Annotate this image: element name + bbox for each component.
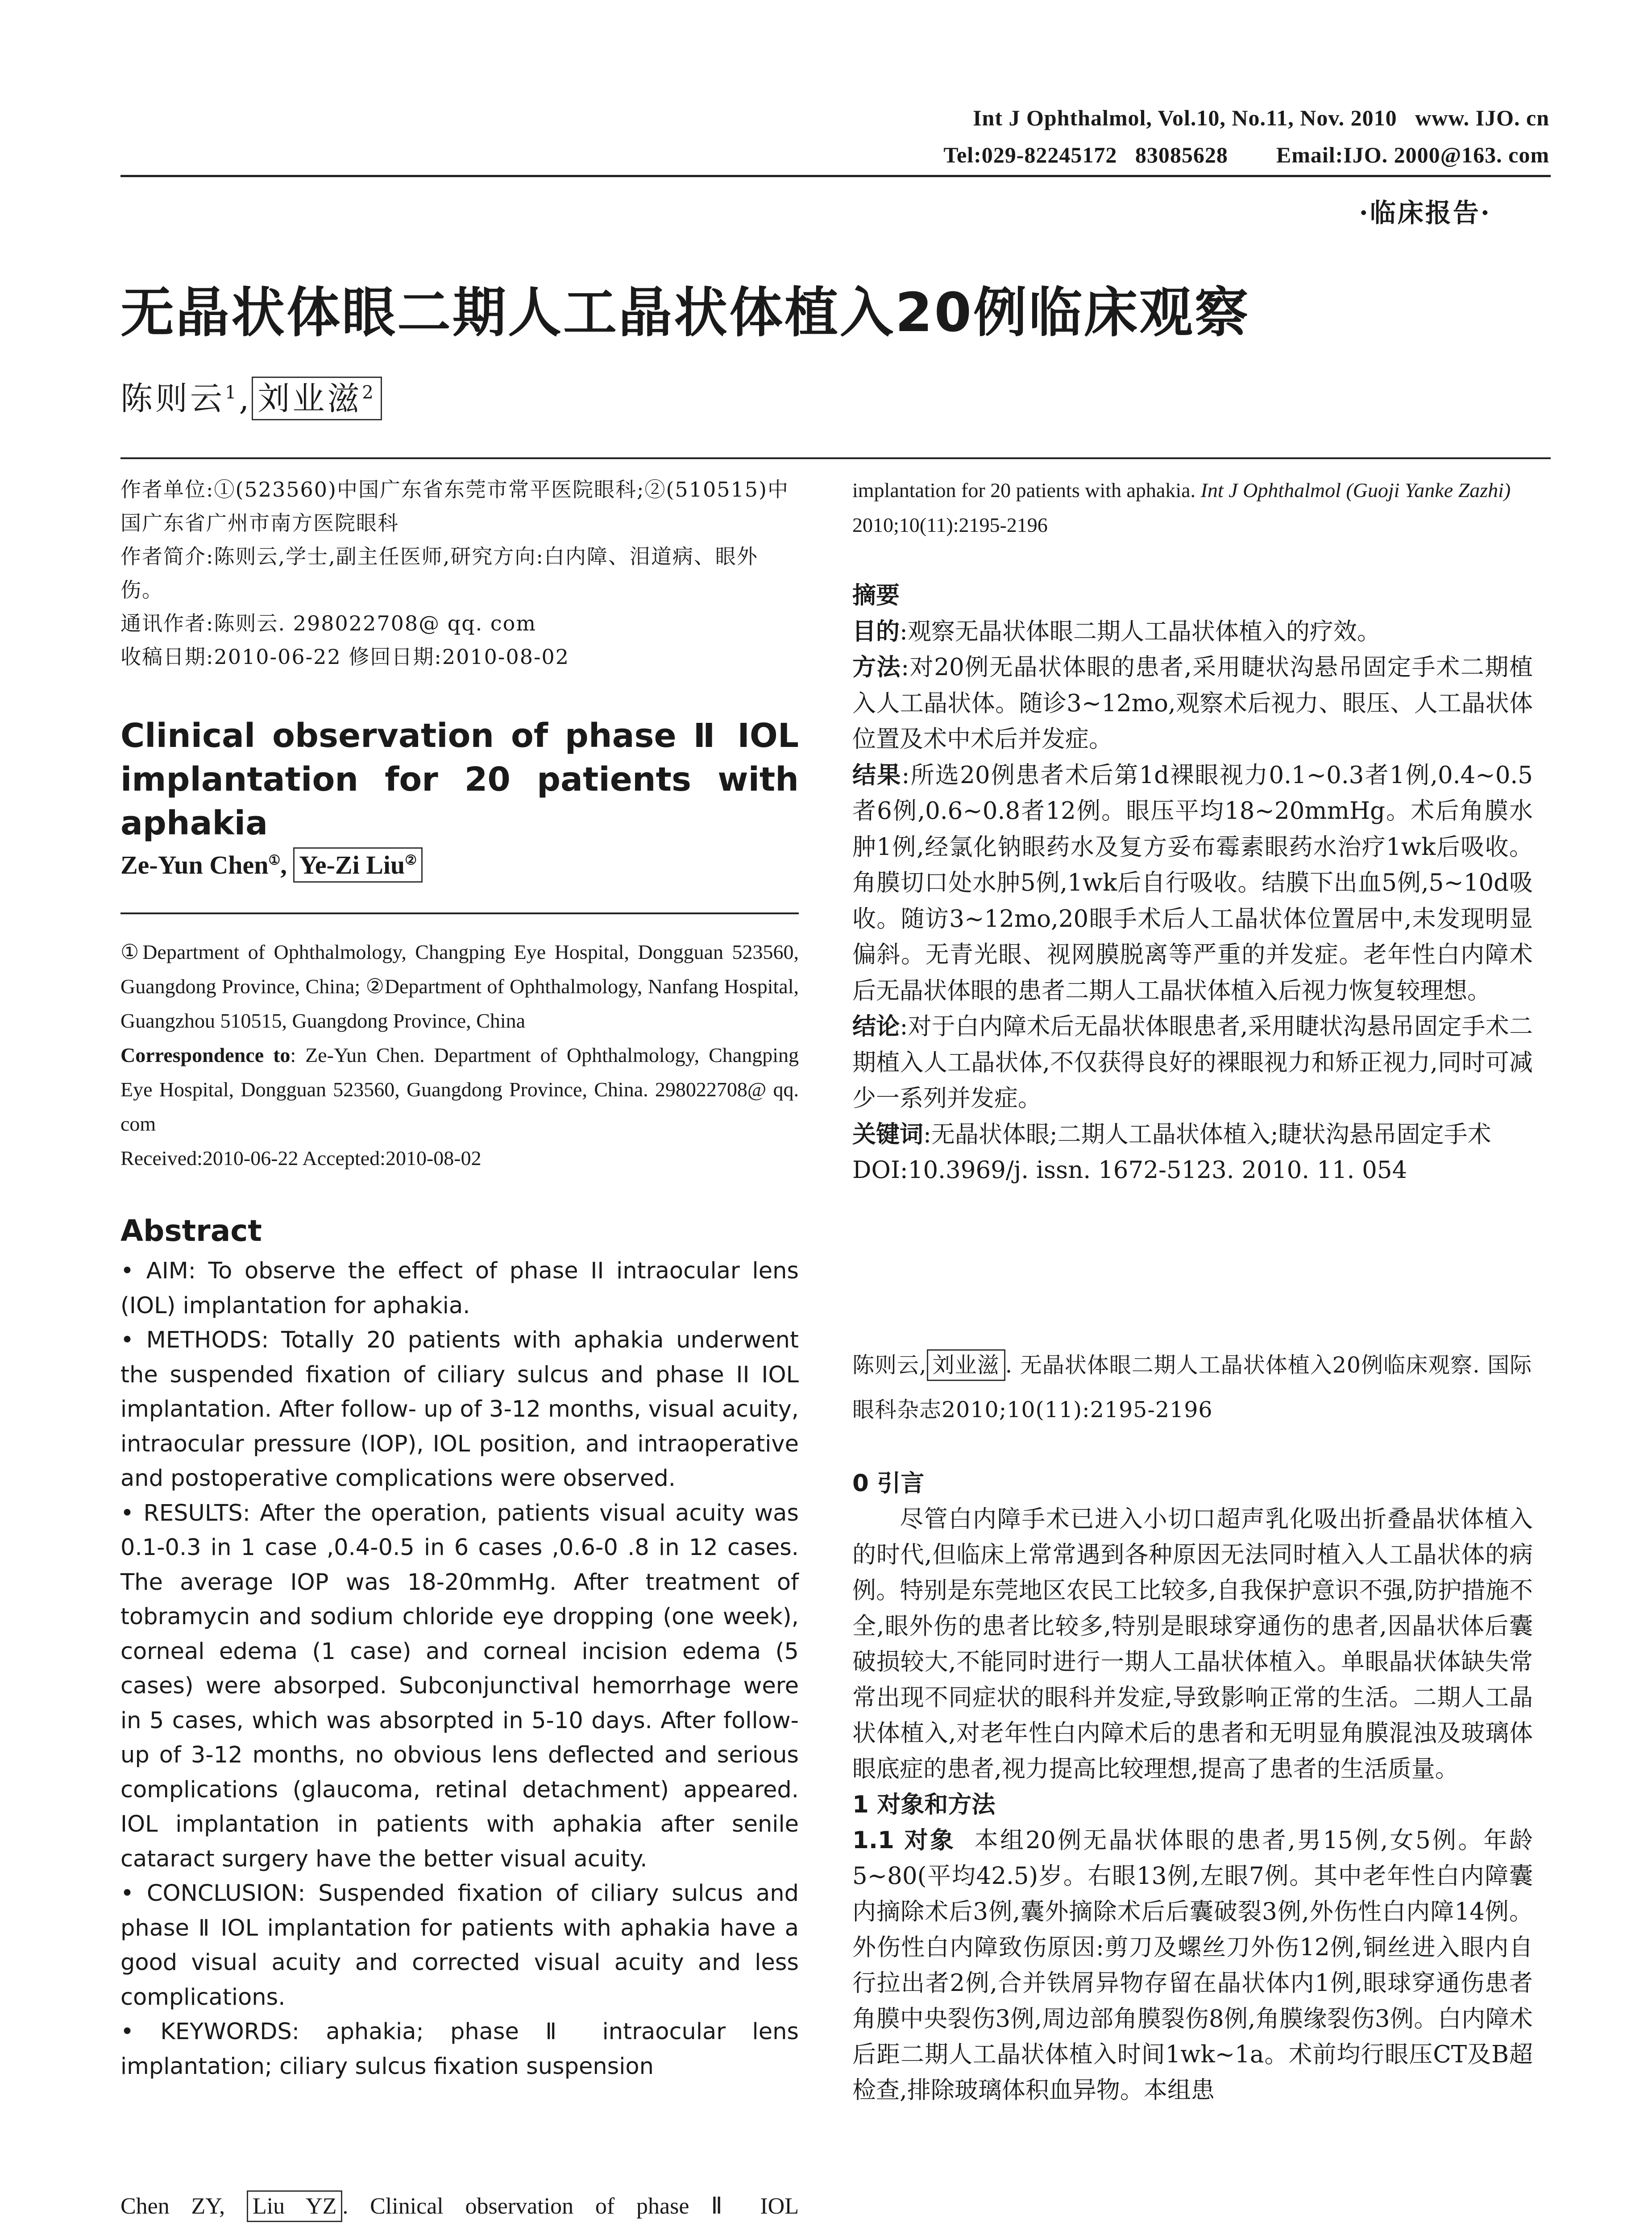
- abstract-heading-cn: 摘要: [852, 582, 900, 609]
- citation-cn-boxed-author: 刘业滋: [927, 1349, 1005, 1381]
- author2-cn: 刘业滋: [257, 380, 362, 417]
- citation-cn-pre: 陈则云,: [852, 1352, 927, 1378]
- dates-en: Received:2010-06-22 Accepted:2010-08-02: [120, 1147, 481, 1169]
- correspondence-en: : Ze-Yun Chen. Department of Ophthalmology, Changping Eye Hospital, Dongguan 523560, Guangdong Province, China. 298022708@ qq. com: [120, 1044, 799, 1135]
- section-tag: ·临床报告·: [1359, 198, 1491, 228]
- author1-en: Ze-Yun Chen: [120, 850, 269, 879]
- author2-en-mark: ②: [405, 853, 417, 868]
- citation-en-post: . Clinical observation of phase Ⅱ IOL: [342, 2194, 799, 2219]
- affiliation-en-block: [120, 935, 799, 1175]
- author2-en: Ye-Zi Liu: [299, 850, 405, 879]
- citation-en-line: implantation for 20 patients with aphakia.: [852, 479, 1196, 502]
- affiliation-cn: 作者单位:①(523560)中国广东省东莞市常平医院眼科;②(510515)中国广东省广州市南方医院眼科: [120, 477, 789, 535]
- header-rule: [120, 175, 1551, 177]
- citation-en-journal: Int J Ophthalmol (Guoji Yanke Zazhi): [1200, 479, 1511, 502]
- method-label-cn: 方法: [852, 654, 901, 681]
- abstract-heading-en: Abstract: [120, 1214, 262, 1248]
- journal-contact-header: Tel:029-82245172 83085628 Email:IJO. 2000@163. com: [943, 142, 1549, 167]
- dates-cn: 收稿日期:2010-06-22 修回日期:2010-08-02: [120, 645, 570, 669]
- author2-cn-boxed: [252, 377, 382, 420]
- citation-en-start: [120, 2189, 799, 2224]
- conclusion-label-cn: 结论: [852, 1013, 900, 1040]
- author2-en-boxed: [293, 847, 423, 883]
- abstract-en: [120, 1254, 799, 2084]
- author1-cn: 陈则云: [120, 380, 225, 417]
- aim-cn: :观察无晶状体眼二期人工晶状体植入的疗效。: [900, 618, 1381, 645]
- correspondence-cn: 通讯作者:陈则云. 298022708@ qq. com: [120, 611, 536, 635]
- doi: DOI:10.3969/j. issn. 1672-5123. 2010. 11. 054: [852, 1157, 1407, 1184]
- citation-en-pre: Chen ZY,: [120, 2194, 225, 2219]
- affiliation-en: ①Department of Ophthalmology, Changping Eye Hospital, Dongguan 523560, Guangdong Province, China; ②Department of Ophthalmology, Nanfang Hospital, Guangzhou 510515, Guangdong Province, China: [120, 941, 799, 1032]
- author2-sup: 2: [362, 382, 376, 403]
- title-rule: [120, 457, 1551, 459]
- paragraph-subjects: 本组20例无晶状体眼的患者,男15例,女5例。年龄5~80(平均42.5)岁。右眼13例,左眼7例。其中老年性白内障囊内摘除术后3例,囊外摘除术后后囊破裂3例,外伤性白内障14例。外伤性白内障致伤原因:剪刀及螺丝刀外伤12例,铜丝进入眼内自行拉出者2例,合并铁屑异物存留在晶状体内1例,眼球穿通伤患者角膜中央裂伤3例,周边部角膜裂伤8例,角膜缘裂伤3例。白内障术后距二期人工晶状体植入时间1wk~1a。术前均行眼压CT及B超检查,排除玻璃体积血异物。本组患: [852, 1827, 1533, 2104]
- body-text-cn: [852, 1466, 1533, 2108]
- author1-sup: 1: [225, 382, 239, 403]
- authors-en: [120, 850, 423, 880]
- author-rule-en: [120, 912, 799, 914]
- section-heading-methods: 1 对象和方法: [852, 1791, 996, 1818]
- article-title-en: Clinical observation of phase Ⅱ IOL implantation for 20 patients with aphakia: [120, 717, 799, 842]
- citation-en-boxed-author: Liu YZ: [247, 2190, 342, 2222]
- correspondence-label-en: Correspondence to: [120, 1044, 291, 1066]
- subsection-heading-subjects: 1.1 对象: [852, 1827, 956, 1854]
- abstract-results-en: • RESULTS: After the operation, patients visual acuity was 0.1-0.3 in 1 case ,0.4-0.5 in 6 cases ,0.6-0 .8 in 12 cases. The average IOP was 18-20mmHg. After treatment of tobramycin and sodium chloride eye dropping (one week), corneal edema (1 case) and corneal incision edema (5 cases) were absorped. Subconjunctival hemorrhage were in 5 cases, which was absorpted in 5-10 days. After follow-up of 3-12 months, no obvious lens deflected and serious complications (glaucoma, retinal detachment) appeared. IOL implantation in patients with aphakia after senile cataract surgery have the better visual acuity.: [120, 1500, 799, 1872]
- article-title-cn: 无晶状体眼二期人工晶状体植入20例临床观察: [120, 282, 1250, 344]
- author-separator: ,: [239, 380, 252, 417]
- abstract-keywords-en: • KEYWORDS: aphakia; phase Ⅱ intraocular lens implantation; ciliary sulcus fixation suspension: [120, 2019, 799, 2080]
- section-heading-intro: 0 引言: [852, 1470, 925, 1497]
- paragraph-intro: 尽管白内障手术已进入小切口超声乳化吸出折叠晶状体植入的时代,但临床上常常遇到各种原因无法同时植入人工晶状体的病例。特别是东莞地区农民工比较多,自我保护意识不强,防护措施不全,眼外伤的患者比较多,特别是眼球穿通伤的患者,因晶状体后囊破损较大,不能同时进行一期人工晶状体植入。单眼晶状体缺失常常出现不同症状的眼科并发症,导致影响正常的生活。二期人工晶状体植入,对老年性白内障术后的患者和无明显角膜混浊及玻璃体眼底症的患者,视力提高比较理想,提高了患者的生活质量。: [852, 1505, 1533, 1783]
- abstract-conclusion-en: • CONCLUSION: Suspended fixation of ciliary sulcus and phase Ⅱ IOL implantation for patients with aphakia have a good visual acuity and corrected visual acuity and less complications.: [120, 1880, 799, 2011]
- authors-cn: [120, 373, 382, 419]
- citation-cn: [852, 1343, 1533, 1432]
- author1-en-mark: ①: [268, 853, 281, 868]
- result-cn: :所选20例患者术后第1d裸眼视力0.1~0.3者1例,0.4~0.5者6例,0.6~0.8者12例。眼压平均18~20mmHg。术后角膜水肿1例,经氯化钠眼药水及复方妥布霉素眼药水治疗1wk后吸收。角膜切口处水肿5例,1wk后自行吸收。结膜下出血5例,5~10d吸收。随访3~12mo,20眼手术后人工晶状体位置居中,未发现明显偏斜。无青光眼、视网膜脱离等严重的并发症。老年性白内障术后无晶状体眼的患者二期人工晶状体植入后视力恢复较理想。: [852, 761, 1533, 1004]
- abstract-methods-en: • METHODS: Totally 20 patients with aphakia underwent the suspended fixation of ciliary sulcus and phase II IOL implantation. After follow- up of 3-12 months, visual acuity, intraocular pressure (IOP), IOL position, and intraoperative and postoperative complications were observed.: [120, 1327, 799, 1492]
- aim-label-cn: 目的: [852, 618, 900, 645]
- conclusion-cn: :对于白内障术后无晶状体眼患者,采用睫状沟悬吊固定手术二期植入人工晶状体,不仅获得良好的裸眼视力和矫正视力,同时可减少一系列并发症。: [852, 1013, 1533, 1112]
- result-label-cn: 结果: [852, 761, 902, 789]
- method-cn: :对20例无晶状体眼的患者,采用睫状沟悬吊固定手术二期植入人工晶状体。随诊3~12mo,观察术后视力、眼压、人工晶状体位置及术中术后并发症。: [852, 654, 1533, 753]
- journal-citation-header: Int J Ophthalmol, Vol.10, No.11, Nov. 2010 www. IJO. cn: [973, 105, 1549, 130]
- author-bio-cn: 作者简介:陈则云,学士,副主任医师,研究方向:白内障、泪道病、眼外伤。: [120, 544, 758, 602]
- citation-en-continued: [852, 473, 1533, 543]
- author-info-cn: [120, 473, 799, 674]
- abstract-aim-en: • AIM: To observe the effect of phase II intraocular lens (IOL) implantation for aphakia.: [120, 1258, 799, 1319]
- citation-cn-post: . 无晶状体眼二期人工晶状体植入20例临床观察. 国际眼科杂志2010;10(11):2195-2196: [852, 1352, 1532, 1422]
- abstract-cn: [852, 578, 1533, 1189]
- citation-en-volume: 2010;10(11):2195-2196: [852, 514, 1048, 536]
- keywords-cn: :无晶状体眼;二期人工晶状体植入;睫状沟悬吊固定手术: [923, 1120, 1491, 1148]
- keywords-label-cn: 关键词: [852, 1120, 923, 1148]
- author-en-separator: ,: [280, 850, 287, 879]
